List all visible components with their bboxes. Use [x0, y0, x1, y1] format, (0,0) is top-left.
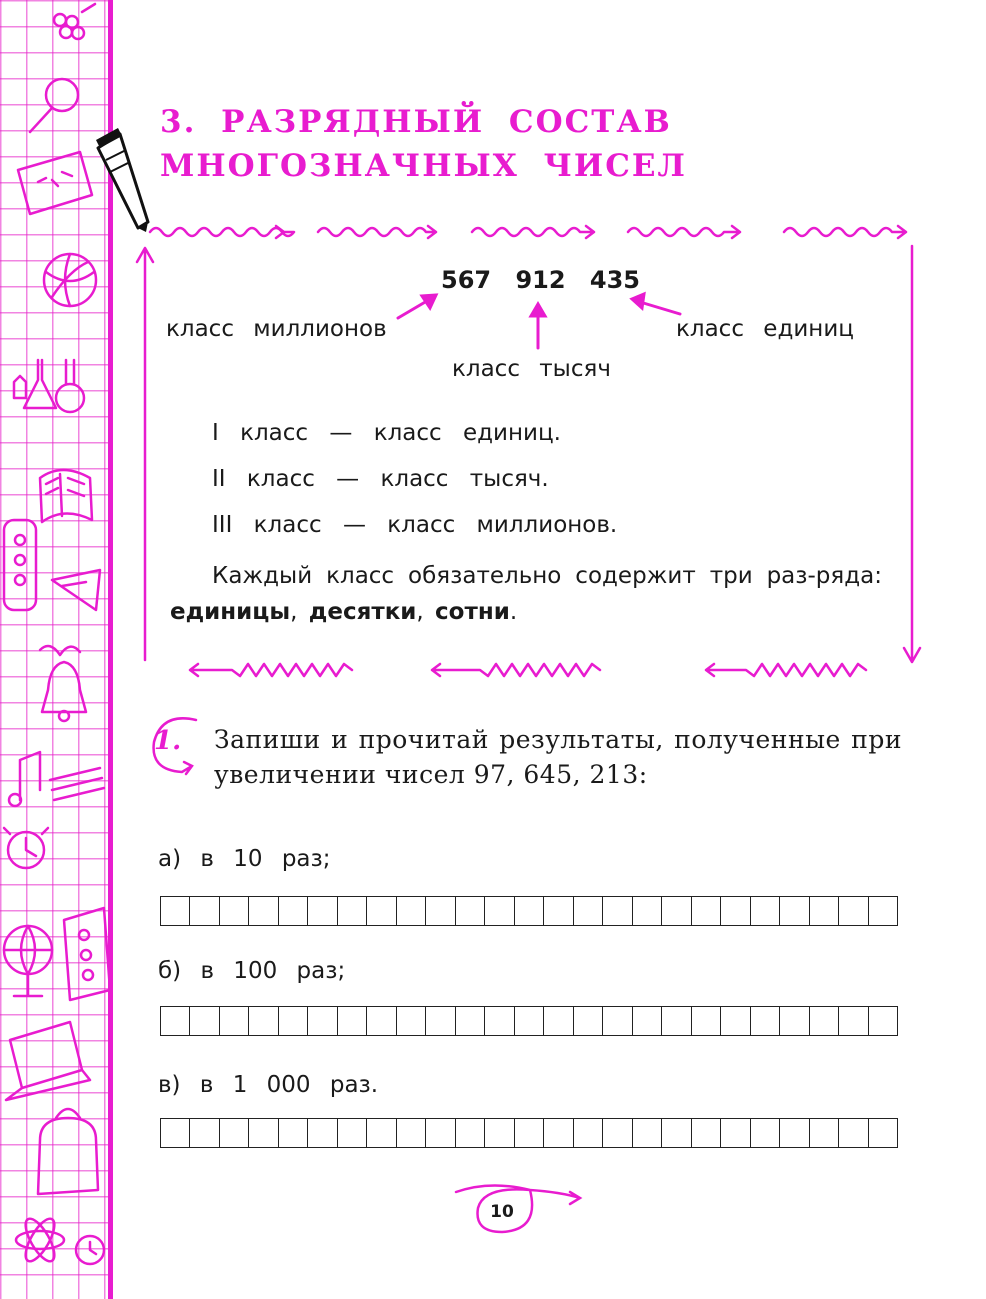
answer-cells-a[interactable] — [160, 896, 898, 926]
magnifier-icon — [30, 79, 78, 132]
chalkboard-icon — [18, 152, 92, 214]
basketball-icon — [44, 254, 96, 306]
answer-cell[interactable] — [544, 1006, 573, 1036]
answer-cell[interactable] — [662, 896, 691, 926]
answer-cell[interactable] — [161, 896, 190, 926]
answer-cell[interactable] — [426, 896, 455, 926]
alarm-clock — [76, 1236, 104, 1264]
label-class-thousands: класс тысяч — [452, 356, 611, 382]
answer-cell[interactable] — [485, 1118, 514, 1148]
page-number: 10 — [490, 1202, 514, 1222]
globe-icon — [4, 926, 52, 996]
answer-cell[interactable] — [397, 1118, 426, 1148]
answer-cells-b[interactable] — [160, 1006, 898, 1036]
answer-cell[interactable] — [338, 1118, 367, 1148]
digit-units: единицы — [170, 599, 291, 625]
answer-cell[interactable] — [633, 896, 662, 926]
answer-cell[interactable] — [780, 1118, 809, 1148]
answer-cell[interactable] — [308, 896, 337, 926]
answer-cell[interactable] — [574, 1006, 603, 1036]
answer-cell[interactable] — [397, 896, 426, 926]
answer-cell[interactable] — [751, 1006, 780, 1036]
rule-line-2: II класс — класс тысяч. — [212, 466, 549, 492]
answer-cell[interactable] — [692, 1006, 721, 1036]
answer-cell[interactable] — [544, 896, 573, 926]
backpack — [38, 1109, 98, 1194]
digit-hundreds: сотни — [435, 599, 510, 625]
page-swirl — [456, 1185, 580, 1232]
answer-cell[interactable] — [190, 896, 219, 926]
answer-cell[interactable] — [220, 1118, 249, 1148]
answer-cell[interactable] — [397, 1006, 426, 1036]
answer-cell[interactable] — [249, 1006, 278, 1036]
answer-cell[interactable] — [515, 1118, 544, 1148]
answer-cell[interactable] — [161, 1118, 190, 1148]
answer-cell[interactable] — [810, 1118, 839, 1148]
answer-cell[interactable] — [721, 896, 750, 926]
answer-cell[interactable] — [338, 1006, 367, 1036]
answer-cell[interactable] — [456, 1006, 485, 1036]
answer-cell[interactable] — [721, 1006, 750, 1036]
subtask-a-label: а) в 10 раз; — [158, 846, 331, 872]
rule-paragraph: Каждый класс обязательно содержит три раз-ряда: единицы, десятки, сотни. — [170, 563, 882, 625]
doodles — [0, 0, 112, 1299]
answer-cell[interactable] — [662, 1006, 691, 1036]
laptop-icon — [6, 1022, 90, 1100]
subtask-c-label: в) в 1 000 раз. — [158, 1072, 379, 1098]
answer-cell[interactable] — [485, 1006, 514, 1036]
answer-cell[interactable] — [220, 896, 249, 926]
answer-cell[interactable] — [633, 1006, 662, 1036]
answer-cell[interactable] — [810, 896, 839, 926]
label-class-units: класс единиц — [676, 316, 854, 342]
answer-cell[interactable] — [692, 1118, 721, 1148]
subtask-b-label: б) в 100 раз; — [158, 958, 346, 984]
label-class-millions: класс миллионов — [166, 316, 387, 342]
music-notes — [9, 752, 104, 806]
answer-cell[interactable] — [839, 1118, 868, 1148]
answer-cell[interactable] — [603, 896, 632, 926]
answer-cell[interactable] — [780, 1006, 809, 1036]
answer-cell[interactable] — [456, 1118, 485, 1148]
answer-cell[interactable] — [633, 1118, 662, 1148]
answer-cell[interactable] — [839, 896, 868, 926]
answer-cells-c[interactable] — [160, 1118, 898, 1148]
bell-icon — [40, 646, 86, 721]
book-icon — [40, 470, 92, 522]
answer-cell[interactable] — [515, 1006, 544, 1036]
answer-cell[interactable] — [249, 1118, 278, 1148]
answer-cell[interactable] — [426, 1006, 455, 1036]
answer-cell[interactable] — [367, 1006, 396, 1036]
answer-cell[interactable] — [751, 896, 780, 926]
answer-cell[interactable] — [456, 896, 485, 926]
answer-cell[interactable] — [279, 896, 308, 926]
answer-cell[interactable] — [308, 1006, 337, 1036]
answer-cell[interactable] — [485, 896, 514, 926]
answer-cell[interactable] — [692, 896, 721, 926]
rule-line-1: I класс — класс единиц. — [212, 420, 561, 446]
answer-cell[interactable] — [161, 1006, 190, 1036]
answer-cell[interactable] — [190, 1118, 219, 1148]
title-line-1: 3. РАЗРЯДНЫЙ СОСТАВ — [160, 104, 672, 140]
answer-cell[interactable] — [515, 896, 544, 926]
answer-cell[interactable] — [839, 1006, 868, 1036]
atom — [16, 1215, 64, 1266]
paint-palette-icon — [4, 520, 100, 610]
answer-cell[interactable] — [249, 896, 278, 926]
grape-icon — [54, 4, 95, 39]
example-number: 567 912 435 — [441, 266, 641, 294]
title-line-2: МНОГОЗНАЧНЫХ ЧИСЕЛ — [160, 148, 687, 184]
answer-cell[interactable] — [574, 896, 603, 926]
answer-cell[interactable] — [308, 1118, 337, 1148]
answer-cell[interactable] — [367, 1118, 396, 1148]
answer-cell[interactable] — [426, 1118, 455, 1148]
answer-cell[interactable] — [869, 1006, 898, 1036]
paragraph-text: Каждый класс обязательно содержит три раз-ряда: — [212, 563, 882, 589]
clock-icon — [4, 828, 48, 868]
digit-tens: десятки — [308, 599, 417, 625]
answer-cell[interactable] — [279, 1118, 308, 1148]
answer-cell[interactable] — [603, 1006, 632, 1036]
flask-icon — [14, 360, 84, 412]
answer-cell[interactable] — [751, 1118, 780, 1148]
task-text: Запиши и прочитай результаты, полученные при увеличении чисел 97, 645, 213: — [214, 725, 902, 789]
rule-line-3: III класс — класс миллионов. — [212, 512, 618, 538]
answer-cell[interactable] — [574, 1118, 603, 1148]
paint-box — [64, 908, 110, 1000]
section-title — [160, 100, 687, 188]
answer-cell[interactable] — [190, 1006, 219, 1036]
task-number: 1. — [154, 726, 182, 756]
answer-cell[interactable] — [721, 1118, 750, 1148]
answer-cell[interactable] — [810, 1006, 839, 1036]
answer-cell[interactable] — [869, 1118, 898, 1148]
answer-cell[interactable] — [662, 1118, 691, 1148]
answer-cell[interactable] — [338, 896, 367, 926]
answer-cell[interactable] — [279, 1006, 308, 1036]
answer-cell[interactable] — [780, 896, 809, 926]
answer-cell[interactable] — [220, 1006, 249, 1036]
answer-cell[interactable] — [367, 896, 396, 926]
answer-cell[interactable] — [869, 896, 898, 926]
answer-cell[interactable] — [603, 1118, 632, 1148]
answer-cell[interactable] — [544, 1118, 573, 1148]
